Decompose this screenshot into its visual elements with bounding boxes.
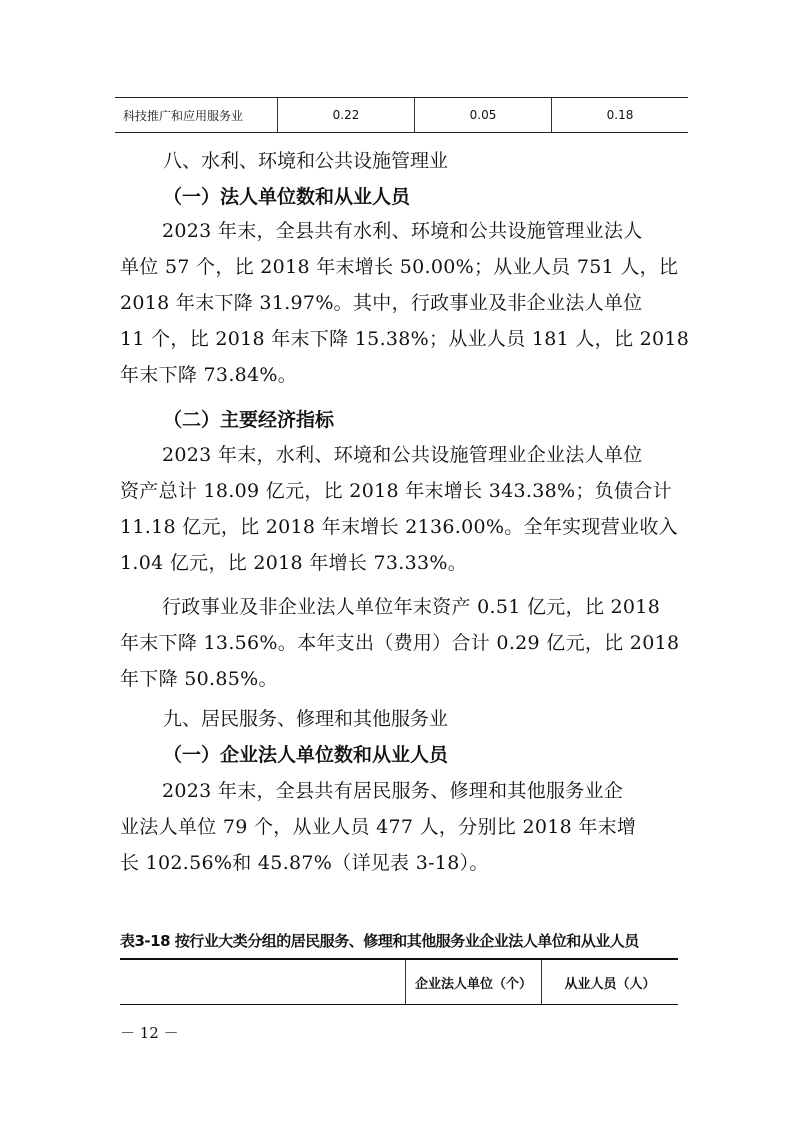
paragraph-line: 年末下降 13.56%。本年支出（费用）合计 0.29 亿元，比 2018 [120, 632, 680, 654]
paragraph-line: 长 102.56%和 45.87%（详见表 3-18）。 [120, 852, 489, 874]
header-blank-cell [120, 960, 405, 1004]
paragraph-line: 2023 年末，水利、环境和公共设施管理业企业法人单位 [162, 444, 643, 466]
paragraph-line: 1.04 亿元，比 2018 年增长 73.33%。 [120, 552, 468, 574]
paragraph-line: 资产总计 18.09 亿元，比 2018 年末增长 343.38%；负债合计 [120, 480, 672, 502]
paragraph-line: 年下降 50.85%。 [120, 668, 278, 690]
row-label: 科技推广和应用服务业 [123, 108, 244, 123]
header-enterprise-units: 企业法人单位（个） [405, 960, 541, 1004]
table-3-18-header [120, 958, 678, 1005]
paragraph-line: 11 个，比 2018 年末下降 15.38%；从业人员 181 人，比 2018 [120, 328, 690, 350]
value-cell-2: 0.05 [414, 98, 551, 132]
section-8-sub1-paragraph [120, 213, 690, 393]
section-9-sub1-title: （一）企业法人单位数和从业人员 [163, 744, 449, 766]
page-number: － 12 － [120, 1024, 179, 1042]
paragraph-line: 年末下降 73.84%。 [120, 364, 298, 386]
paragraph-line: 2018 年末下降 31.97%。其中，行政事业及非企业法人单位 [120, 292, 643, 314]
paragraph-line: 2023 年末，全县共有居民服务、修理和其他服务业企 [162, 780, 624, 802]
paragraph-line: 单位 57 个，比 2018 年末增长 50.00%；从业人员 751 人，比 [120, 256, 679, 278]
section-8-sub2-paragraph-2 [120, 589, 680, 697]
section-8-title: 八、水利、环境和公共设施管理业 [163, 150, 449, 172]
paragraph-line: 行政事业及非企业法人单位年末资产 0.51 亿元，比 2018 [162, 596, 661, 618]
value-cell-1: 0.22 [277, 98, 414, 132]
section-8-sub2-paragraph-1 [120, 437, 680, 581]
section-8-sub1-title: （一）法人单位数和从业人员 [163, 186, 411, 208]
section-9-sub1-paragraph [120, 773, 680, 881]
top-table-row [115, 97, 688, 133]
value-cell-3: 0.18 [551, 98, 688, 132]
table-caption: 表3-18 按行业大类分组的居民服务、修理和其他服务业企业法人单位和从业人员 [120, 932, 639, 950]
paragraph-line: 业法人单位 79 个，从业人员 477 人，分别比 2018 年末增 [120, 816, 637, 838]
section-9-title: 九、居民服务、修理和其他服务业 [163, 708, 449, 730]
paragraph-line: 11.18 亿元，比 2018 年末增长 2136.00%。全年实现营业收入 [120, 516, 678, 538]
section-8-sub2-title: （二）主要经济指标 [163, 409, 335, 431]
header-employees: 从业人员（人） [541, 960, 678, 1004]
paragraph-line: 2023 年末，全县共有水利、环境和公共设施管理业法人 [162, 220, 643, 242]
